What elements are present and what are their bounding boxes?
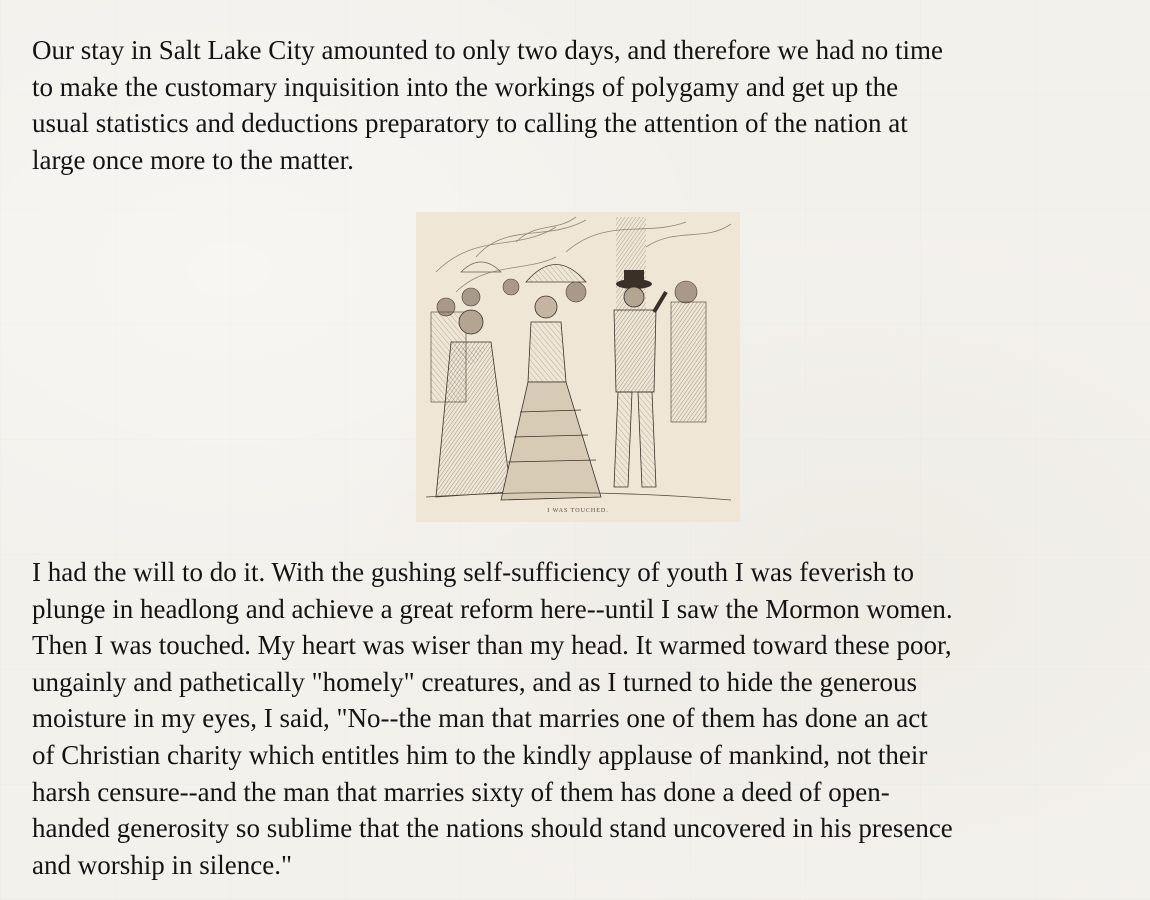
parasol bbox=[526, 265, 586, 283]
paragraph-mormon-women: I had the will to do it. With the gushing self-sufficiency of youth I was feverish to plunge in headlong and achieve a great reform here--until I saw the Mormon women. Then I was touched. My heart was wiser than my head. It warmed toward these poor, ungainly and pathetically "homely" creatures, and as I turned to hide the generous moisture in my eyes, I said, "No--the man that marries one of them has done an act of Christian charity which entitles him to the kindly applause of mankind, not their harsh censure--and the man that marries sixty of them has done a deed of open- handed generosity so sublime that the nations should stand uncovered in his presence and worship in silence." bbox=[32, 557, 953, 880]
woman-center bbox=[501, 296, 601, 500]
paragraph-salt-lake-stay: Our stay in Salt Lake City amounted to only two days, and therefore we had no time to make the customary inquisition into the workings of polygamy and get up the usual statistics and deductions preparatory to calling the attention of the nation at large once more to the matter. bbox=[32, 35, 944, 175]
parasol-back bbox=[461, 262, 501, 272]
illustration-caption: I WAS TOUCHED. bbox=[547, 508, 609, 514]
illustration-figure bbox=[416, 212, 740, 522]
engraving-illustration bbox=[416, 212, 740, 522]
